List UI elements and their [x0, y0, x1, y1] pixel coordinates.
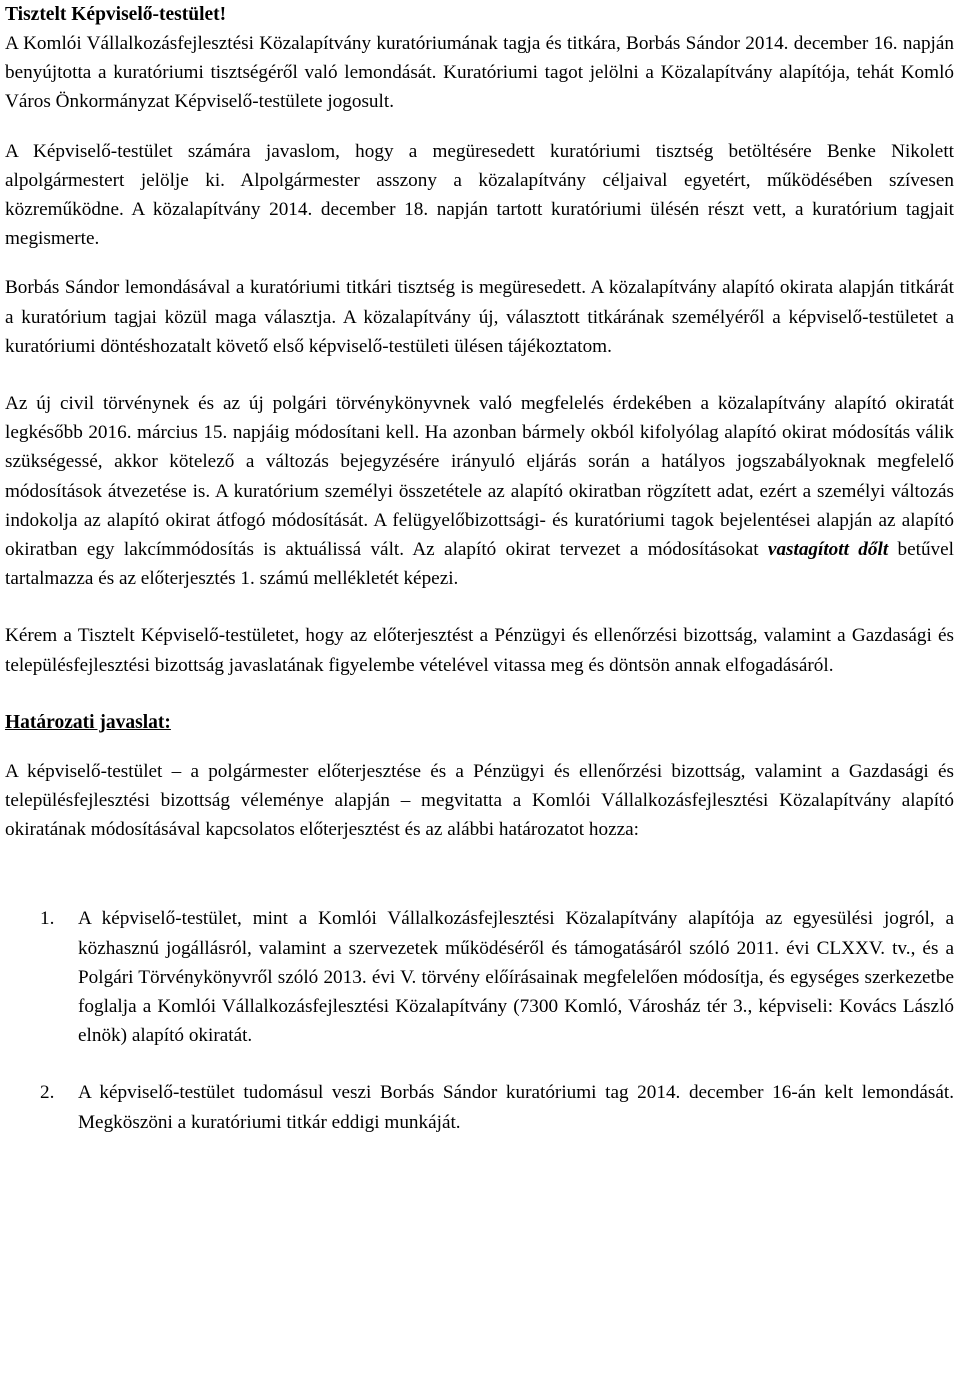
document-salutation: Tisztelt Képviselő-testület!	[5, 4, 227, 25]
charter-text-after: betűvel tartalmazza és az előterjesztés 1. számú mellékletét képezi.	[5, 539, 954, 590]
resolution-item-number: 1.	[40, 908, 55, 930]
resolution-list	[5, 904, 954, 1136]
charter-text-before: Az új civil törvénynek és az új polgári törvénykönyvnek való megfelelés érdekében a közalapítvány alapító okiratát legkésőbb 2016. március 15. napjáig módosítani kell. Ha azonban bármely okból kifolyólag alapító okirat módosítás válik szükségessé, akkor kötelező a változás bejegyzésére irányuló eljárás során a hatályos jogszabályoknak megfelelő módosítások átvezetése is. A kuratórium személyi összetétele az alapító okiratban rögzített adat, ezért a személyi változás indokolja az alapító okirat átfogó módosítását. A felügyelőbizottsági- és kuratóriumi tagok bejelentései alapján az alapító okiratban egy lakcímmódosítás is aktuálissá vált. Az alapító okirat tervezet a módosításokat	[5, 393, 954, 561]
resolution-intro: A képviselő-testület – a polgármester előterjesztése és a Pénzügyi és ellenőrzési bizottság, valamint a Gazdasági és településfejlesztési bizottság véleménye alapján – megvitatta a Komlói Vállalkozásfejlesztési Közalapítvány alapító okiratának módosításával kapcsolatos előterjesztést és az alábbi határozatot hozza:	[5, 760, 954, 841]
resolution-item	[5, 1078, 954, 1136]
resolution-item-text: A képviselő-testület, mint a Komlói Vállalkozásfejlesztési Közalapítvány alapítója az egyesülési jogról, a közhasznú jogállásról, valamint a szervezetek működéséről és támogatásáról szóló 2011. évi CLXXV. tv., és a Polgári Törvénykönyvről szóló 2013. évi V. törvény előírásainak megfelelően módosítja, és egységes szerkezetbe foglalja a Komlói Vállalkozásfejlesztési Közalapítvány (7300 Komló, Városház tér 3., képviseli: Kovács László elnök) alapító okiratát.	[78, 908, 954, 1047]
resolution-heading: Határozati javaslat:	[5, 711, 171, 733]
charter-emphasis: vastagított dőlt	[767, 539, 889, 561]
resolution-item	[5, 904, 954, 1050]
paragraph-nomination: A Képviselő-testület számára javaslom, hogy a megüresedett kuratóriumi tisztség betöltésére Benke Nikolett alpolgármestert jelölje ki. Alpolgármester asszony a közalapítvány céljaival egyetért, működésében szívesen közreműködne. A közalapítvány 2014. december 18. napján tartott kuratóriumi ülésén részt vett, a kuratórium tagjait megismerte.	[5, 140, 954, 250]
paragraph-charter-amendment	[5, 389, 954, 593]
paragraph-resignation: A Komlói Vállalkozásfejlesztési Közalapítvány kuratóriumának tagja és titkára, Borbás Sándor 2014. december 16. napján benyújtotta a kuratóriumi tisztségéről való lemondását. Kuratóriumi tagot jelölni a Közalapítvány alapítója, tehát Komló Város Önkormányzat Képviselő-testülete jogosult.	[5, 33, 954, 113]
resolution-item-text: A képviselő-testület tudomásul veszi Borbás Sándor kuratóriumi tag 2014. december 16-án kelt lemondását. Megköszöni a kuratóriumi titkár eddigi munkáját.	[78, 1082, 954, 1133]
paragraph-request: Kérem a Tisztelt Képviselő-testületet, hogy az előterjesztést a Pénzügyi és ellenőrzési bizottság, valamint a Gazdasági és településfejlesztési bizottság javaslatának figyelembe vételével vitassa meg és döntsön annak elfogadásáról.	[5, 625, 954, 676]
resolution-item-number: 2.	[40, 1082, 55, 1104]
paragraph-secretary: Borbás Sándor lemondásával a kuratóriumi titkári tisztség is megüresedett. A közalapítvány alapító okirata alapján titkárát a kuratórium tagjai közül maga választja. A közalapítvány új, választott titkárának személyéről a képviselő-testületet a kuratóriumi döntéshozatalt követő első képviselő-testületi ülésen tájékoztatom.	[5, 277, 954, 357]
